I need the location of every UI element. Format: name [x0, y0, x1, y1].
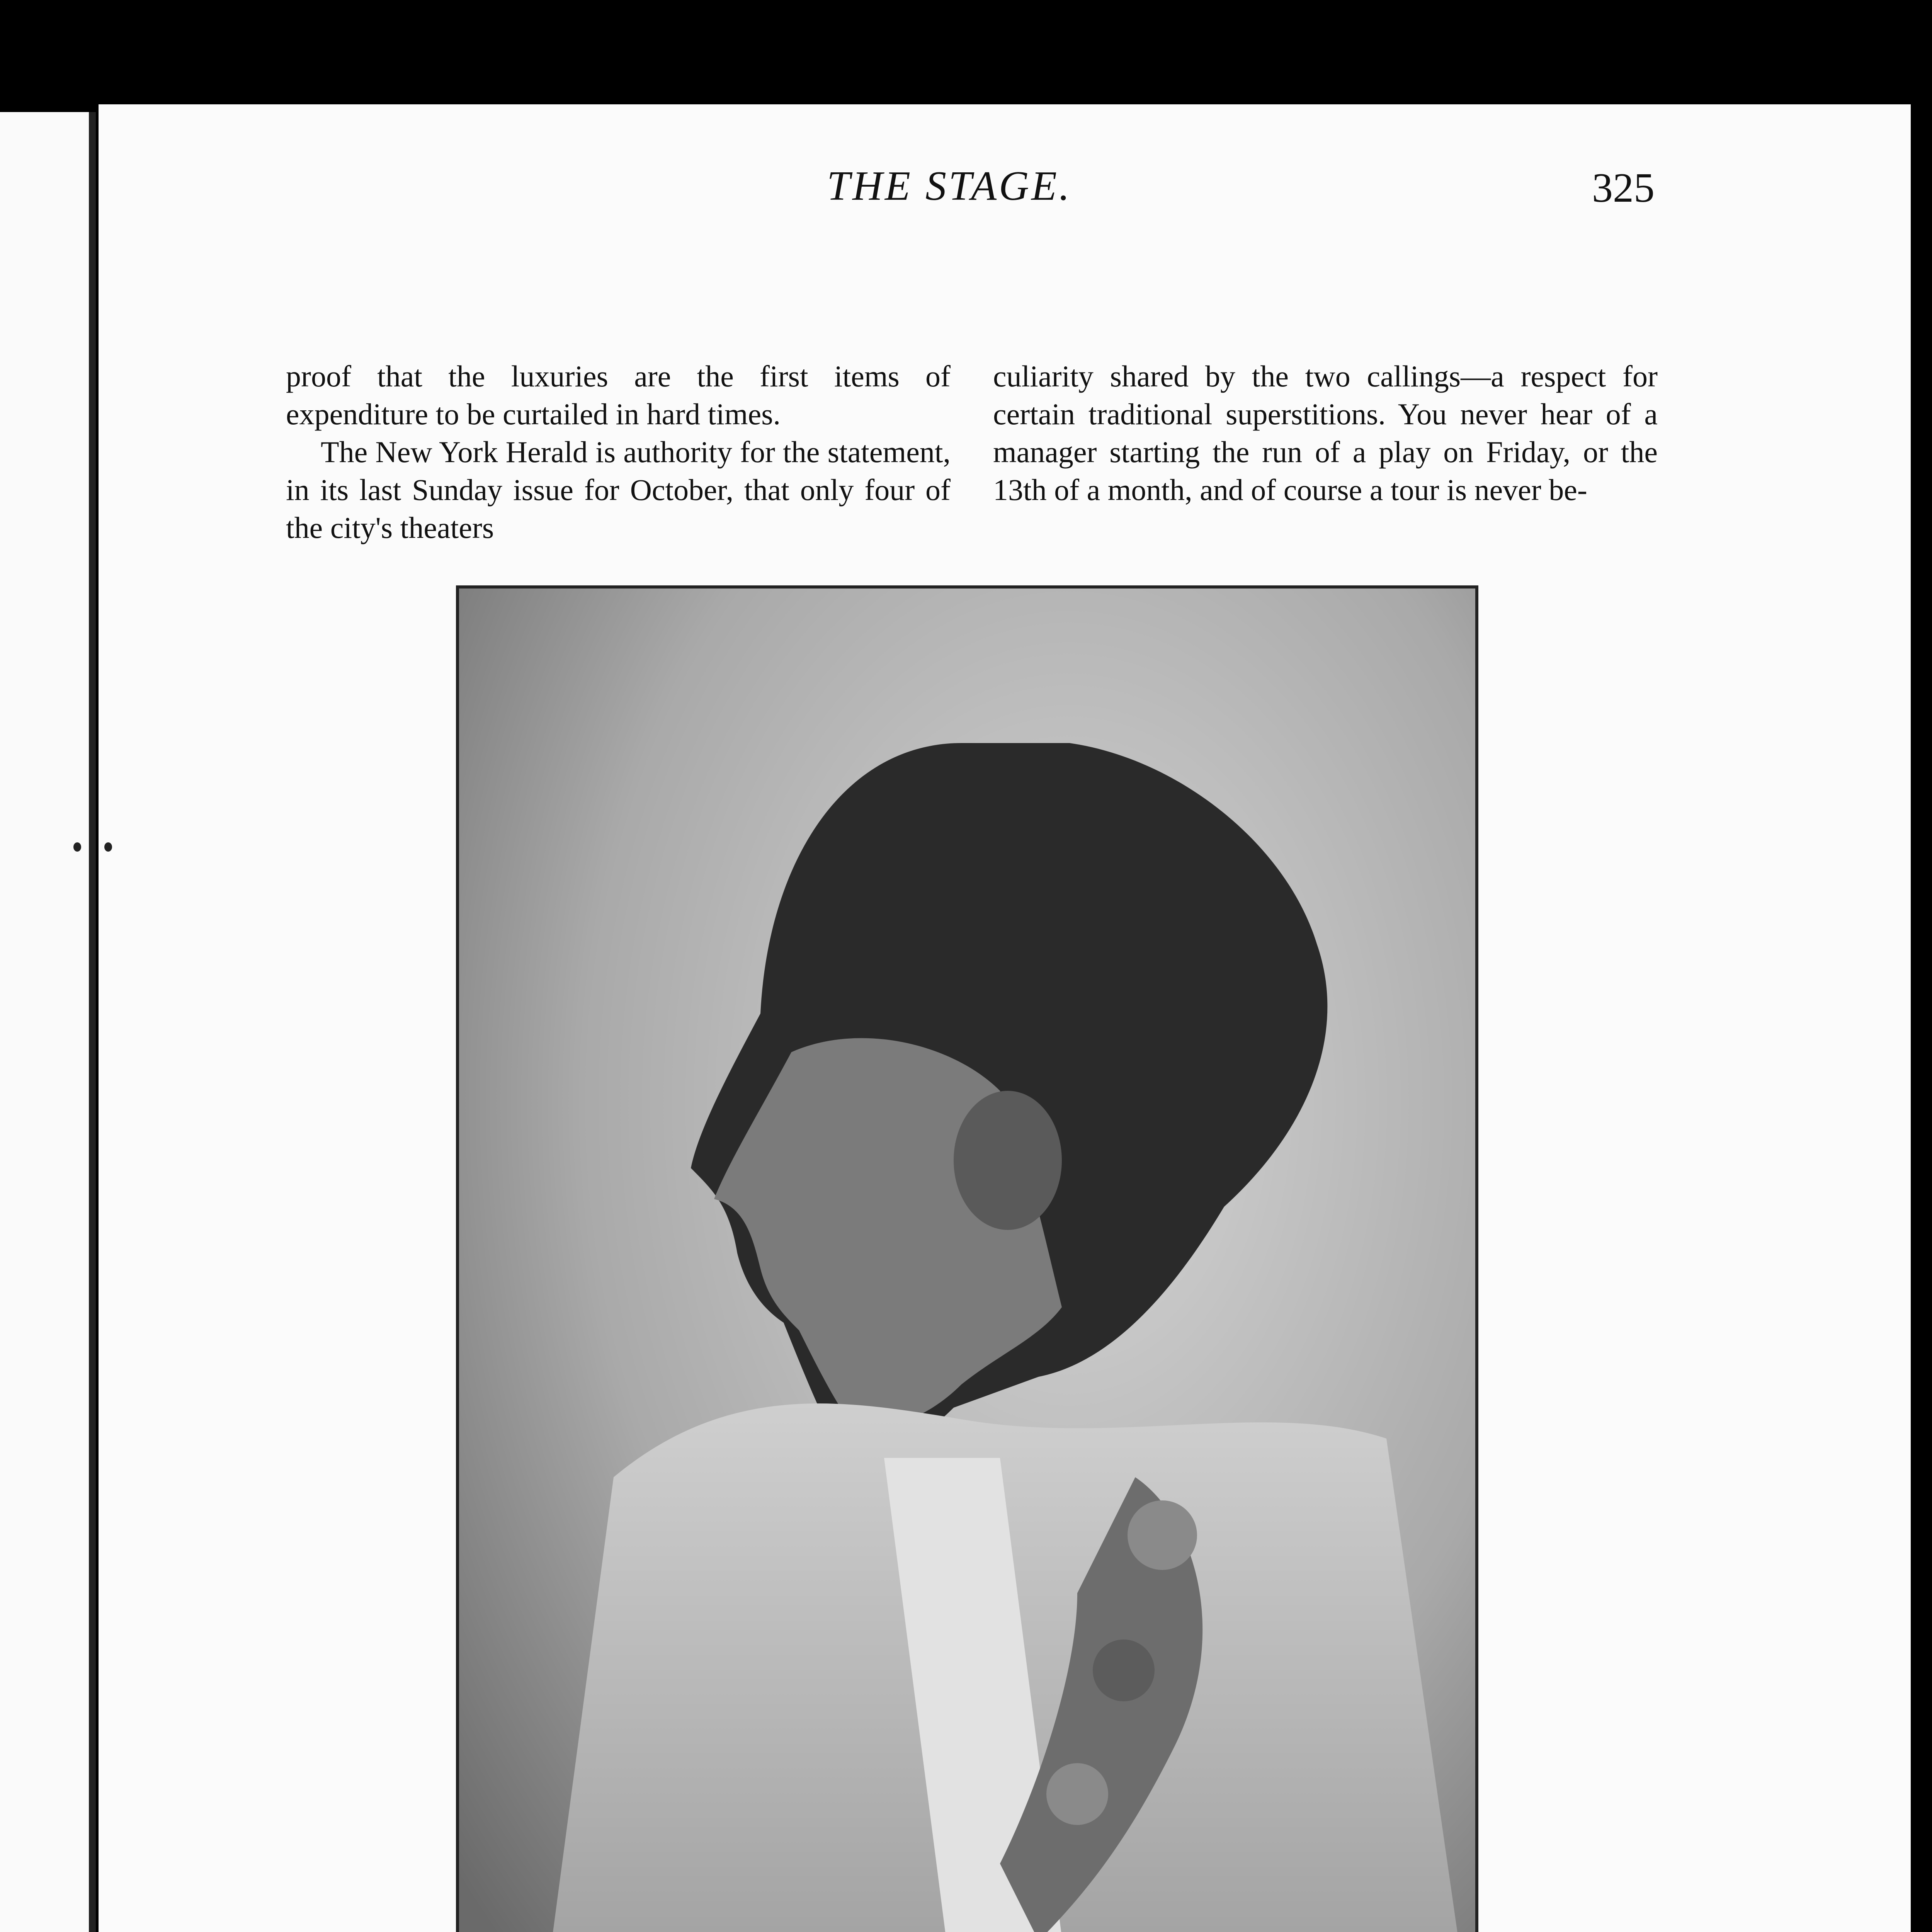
binding-mark — [104, 842, 112, 852]
portrait-photograph — [456, 585, 1478, 1932]
running-title: THE STAGE. — [827, 163, 1072, 209]
binding-mark — [73, 842, 81, 852]
facing-page-edge — [0, 112, 96, 1932]
paragraph: culiarity shared by the two callings—a respect for certain traditional superstitions. You never hear of a manager starting the run of a play on Friday, or the 13th of a month, and of course a tour is never be- — [993, 359, 1658, 507]
paragraph: proof that the luxuries are the first items of expenditure to be curtailed in hard times. — [286, 359, 951, 431]
top-left-column — [286, 357, 951, 547]
top-right-column — [993, 357, 1658, 509]
paragraph: The New York Herald is authority for the statement, in its last Sunday issue for October, that only four of the city's theaters — [286, 435, 951, 544]
page-number: 325 — [1592, 165, 1655, 211]
